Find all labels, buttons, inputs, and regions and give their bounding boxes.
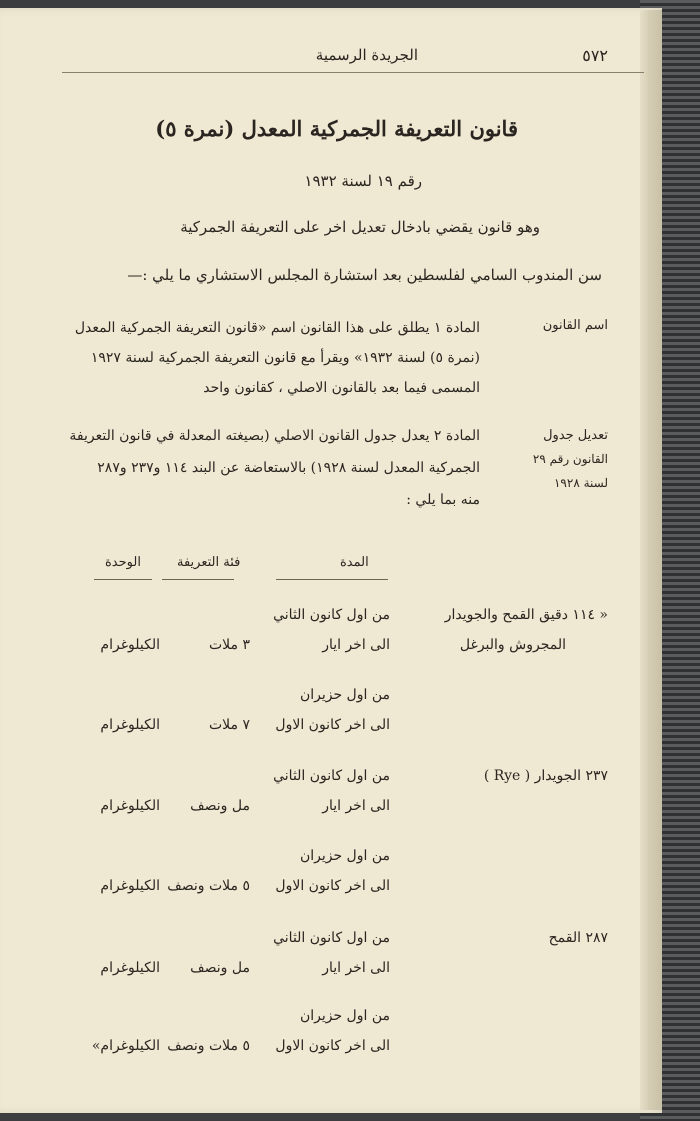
page-number: ٥٧٢ xyxy=(582,46,608,65)
tariff-unit: الكيلوغرام» xyxy=(91,1038,160,1054)
header-rule-unit xyxy=(94,579,152,580)
law-preamble: سن المندوب السامي لفلسطين بعد استشارة المجلس الاستشاري ما يلي :— xyxy=(127,266,602,284)
article-1-line: المسمى فيما بعد بالقانون الاصلي ، كقانون واحد xyxy=(203,380,480,396)
page-edge xyxy=(640,10,662,1110)
tariff-item-name: « ١١٤ دقيق القمح والجويدار xyxy=(444,607,608,623)
table-header-period: المدة xyxy=(340,555,369,570)
article-2-line: منه بما يلي : xyxy=(406,492,480,508)
tariff-item-name-cont: المجروش والبرغل xyxy=(459,637,566,653)
tariff-rate: مل ونصف xyxy=(190,798,250,814)
period-start: من اول كانون الثاني xyxy=(273,768,390,784)
period-end: الى اخر كانون الاول xyxy=(275,878,390,894)
tariff-unit: الكيلوغرام xyxy=(100,637,160,653)
tariff-rate: مل ونصف xyxy=(190,960,250,976)
article-1-line: (نمرة ٥) لسنة ١٩٣٢» ويقرأ مع قانون التعريفة الجمركية لسنة ١٩٢٧ xyxy=(90,350,480,366)
article-2-margin-note: القانون رقم ٢٩ xyxy=(532,452,608,466)
table-header-rate: فئة التعريفة xyxy=(177,555,241,570)
article-2-line: المادة ٢ يعدل جدول القانون الاصلي (بصيغته المعدلة في قانون التعريفة xyxy=(69,428,480,444)
table-header-unit: الوحدة xyxy=(105,555,141,570)
period-start: من اول حزيران xyxy=(299,1008,390,1024)
law-number: رقم ١٩ لسنة ١٩٣٢ xyxy=(304,172,422,190)
tariff-unit: الكيلوغرام xyxy=(100,878,160,894)
tariff-unit: الكيلوغرام xyxy=(100,960,160,976)
period-start: من اول حزيران xyxy=(299,687,390,703)
tariff-rate: ٥ ملات ونصف xyxy=(167,1038,250,1054)
tariff-unit: الكيلوغرام xyxy=(100,798,160,814)
period-end: الى اخر ايار xyxy=(322,637,390,653)
tariff-rate: ٧ ملات xyxy=(208,717,250,733)
tariff-rate: ٣ ملات xyxy=(208,637,250,653)
law-title: قانون التعريفة الجمركية المعدل (نمرة ٥) xyxy=(155,116,518,141)
article-2-margin-note: لسنة ١٩٢٨ xyxy=(553,476,608,490)
period-start: من اول حزيران xyxy=(299,848,390,864)
header-rule-rate xyxy=(162,579,234,580)
tariff-rate: ٥ ملات ونصف xyxy=(167,878,250,894)
header-rule-period xyxy=(276,579,388,580)
article-1-margin-note: اسم القانون xyxy=(542,318,608,333)
tariff-item-name: ٢٨٧ القمح xyxy=(548,930,608,946)
law-description: وهو قانون يقضي بادخال تعديل اخر على التعريفة الجمركية xyxy=(180,218,540,236)
article-2-margin-note: تعديل جدول xyxy=(543,428,608,443)
article-2-line: الجمركية المعدل لسنة ١٩٢٨) بالاستعاضة عن البند ١١٤ و٢٣٧ و٢٨٧ xyxy=(97,460,480,476)
period-end: الى اخر ايار xyxy=(322,798,390,814)
header-rule xyxy=(62,72,644,73)
period-end: الى اخر ايار xyxy=(322,960,390,976)
period-end: الى اخر كانون الاول xyxy=(275,1038,390,1054)
gazette-title: الجريدة الرسمية xyxy=(315,46,418,64)
tariff-unit: الكيلوغرام xyxy=(100,717,160,733)
tariff-item-name: ٢٣٧ الجويدار ( Rye ) xyxy=(483,768,608,784)
period-start: من اول كانون الثاني xyxy=(273,930,390,946)
period-end: الى اخر كانون الاول xyxy=(275,717,390,733)
period-start: من اول كانون الثاني xyxy=(273,607,390,623)
article-1-line: المادة ١ يطلق على هذا القانون اسم «قانون التعريفة الجمركية المعدل xyxy=(74,320,480,336)
